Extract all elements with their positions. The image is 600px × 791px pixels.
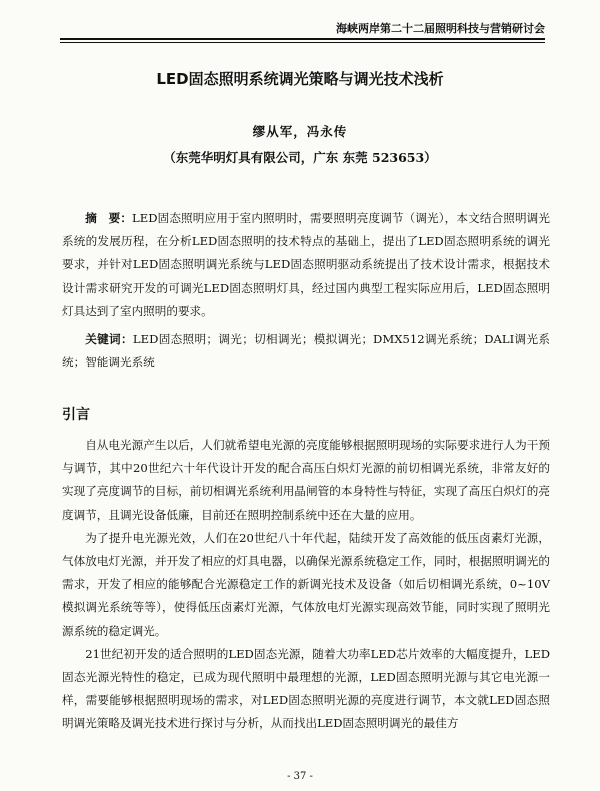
- keywords: [62, 328, 550, 374]
- body-paragraph-2: 为了提升电光源光效，人们在20世纪八十年代起，陆续开发了高效能的低压卤素灯光源，气体放电灯光源，并开发了相应的灯具电器，以确保光源系统稳定工作，同时，根据照明调光的需求，开发了相应的能够配合光源稳定工作的新调光技术及设备（如后切相调光系统，0~10V模拟调光系统等等），使得低压卤素灯光源，气体放电灯光源实现高效节能，同时实现了照明光源系统的稳定调光。: [62, 530, 550, 638]
- keywords-text: LED固态照明；调光；切相调光；模拟调光；DMX512调光系统；DALI调光系统；智能调光系统: [62, 332, 550, 370]
- abstract-text: LED固态照明应用于室内照明时，需要照明亮度调节（调光），本文结合照明调光系统的发展历程，在分析LED固态照明的技术特点的基础上，提出了LED固态照明系统的调光要求，并针对LED固态照明调光系统与LED固态照明驱动系统提出了技术设计需求，根据技术设计需求研究开发的可调光LED固态照明灯具，经过国内典型工程实际应用后，LED固态照明灯具达到了室内照明的要求。: [62, 211, 550, 318]
- section-heading: 引言: [62, 407, 90, 423]
- body-paragraph-3: 21世纪初开发的适合照明的LED固态光源，随着大功率LED芯片效率的大幅度提升，LED固态光源光特性的稳定，已成为现代照明中最理想的光源，LED固态照明光源与其它电光源一样，需要能够根据照明现场的需求，对LED固态照明光源的亮度进行调节，本文就LED固态照明调光策略及调光技术进行探讨与分析，从而找出LED固态照明调光的最佳方: [62, 646, 550, 731]
- paper-authors: 缪从军，冯永传: [252, 124, 348, 139]
- body-paragraph-1: 自从电光源产生以后，人们就希望电光源的亮度能够根据照明现场的实际要求进行人为干预与调节，其中20世纪六十年代设计开发的配合高压白炽灯光源的前切相调光系统，非常友好的实现了亮度调节的目标，前切相调光系统利用晶闸管的本身特性与特征，实现了高压白炽灯的亮度调节，且调光设备低廉，目前还在照明控制系统中还在大量的应用。: [62, 438, 550, 522]
- paper-title: LED固态照明系统调光策略与调光技术浅析: [156, 70, 444, 88]
- abstract: [62, 207, 550, 323]
- header-rule-thick: [60, 38, 545, 40]
- abstract-label: 摘 要：: [85, 211, 133, 225]
- keywords-label: 关键词：: [85, 332, 133, 346]
- section-body: [62, 434, 550, 736]
- header-rule-thin: [60, 42, 545, 43]
- page-number: - 37 -: [287, 771, 313, 782]
- paper-affiliation: （东莞华明灯具有限公司，广东 东莞 523653）: [163, 150, 437, 165]
- running-header: 海峡两岸第二十二届照明科技与营销研讨会: [336, 22, 545, 35]
